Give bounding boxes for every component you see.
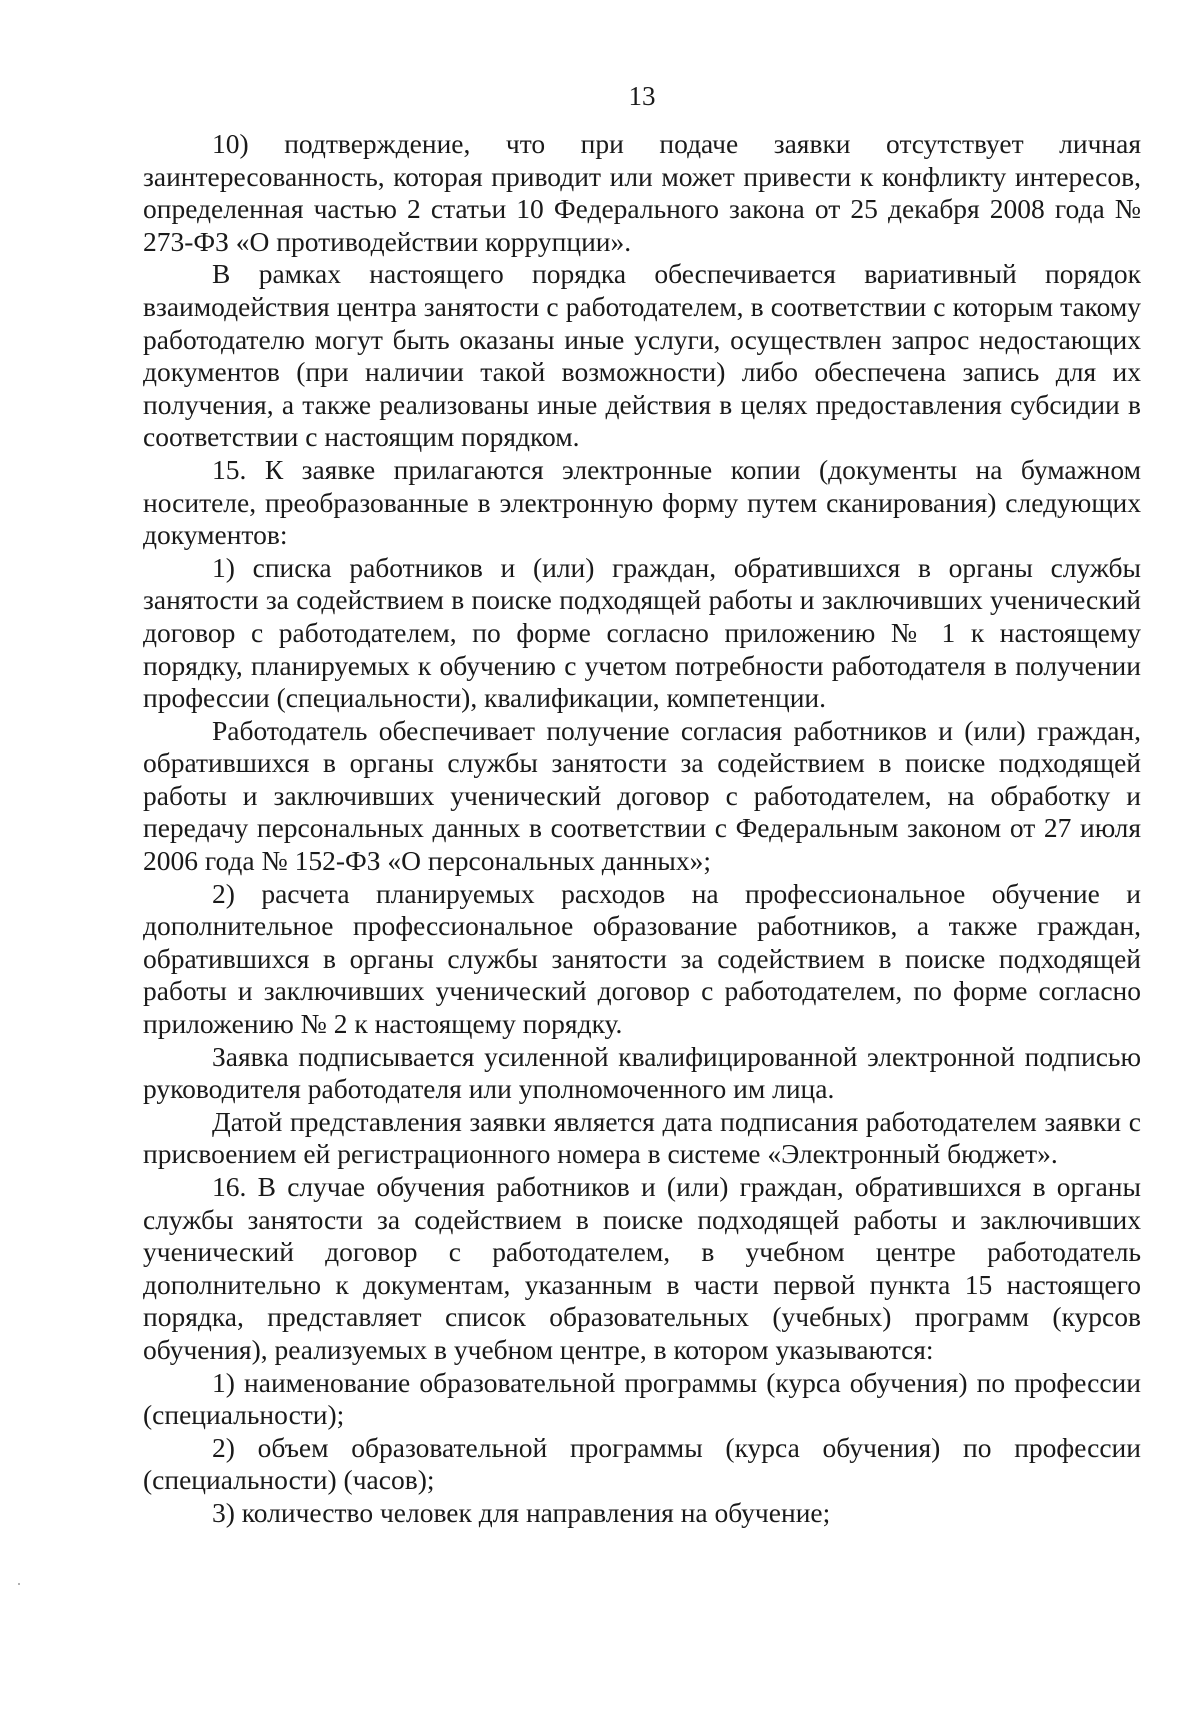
paragraph-expense-calculation: 2) расчета планируемых расходов на профессиональное обучение и дополнительное профессиональное образование работников, а также граждан, обратившихся в органы службы занятости за содействием в поиске подходящей работы и заключивших ученический договор с работодателем, по форме согласно приложению № 2 к настоящему порядку. <box>143 877 1141 1040</box>
paragraph-signature: Заявка подписывается усиленной квалифицированной электронной подписью руководителя работодателя или уполномоченного им лица. <box>143 1040 1141 1105</box>
page-number: 13 <box>628 81 656 111</box>
paragraph-list-of-employees: 1) списка работников и (или) граждан, обратившихся в органы службы занятости за содействием в поиске подходящей работы и заключивших ученический договор с работодателем, по форме согласно приложению № 1 к настоящему порядку, планируемых к обучению с учетом потребности работодателя в получении профессии (специальности), квалификации, компетенции. <box>143 551 1141 714</box>
paragraph-section-15: 15. К заявке прилагаются электронные копии (документы на бумажном носителе, преобразованные в электронную форму путем сканирования) следующих документов: <box>143 453 1141 551</box>
paragraph-program-name: 1) наименование образовательной программы (курса обучения) по профессии (специальности); <box>143 1366 1141 1431</box>
paragraph-number-of-people: 3) количество человек для направления на обучение; <box>212 1496 831 1528</box>
paragraph-item-10-conflict-of-interest: 10) подтверждение, что при подаче заявки отсутствует личная заинтересованность, которая приводит или может привести к конфликту интересов, определенная частью 2 статьи 10 Федерального закона от 25 декабря 2008 года № 273-ФЗ «О противодействии коррупции». <box>143 128 1141 257</box>
paragraph-section-16: 16. В случае обучения работников и (или) граждан, обратившихся в органы службы занятости за содействием в поиске подходящей работы и заключивших ученический договор с работодателем, в учебном центре работодатель дополнительно к документам, указанным в части первой пункта 15 настоящего порядка, представляет список образовательных (учебных) программ (курсов обучения), реализуемых в учебном центре, в котором указываются: <box>143 1171 1141 1365</box>
scan-artifact <box>18 1583 20 1585</box>
paragraph-program-volume: 2) объем образовательной программы (курса обучения) по профессии (специальности) (часов); <box>143 1431 1141 1496</box>
document-body <box>143 128 1141 1530</box>
paragraph-personal-data-consent: Работодатель обеспечивает получение согласия работников и (или) граждан, обратившихся в органы службы занятости за содействием в поиске подходящей работы и заключивших ученический договор с работодателем, на обработку и передачу персональных данных в соответствии с Федеральным законом от 27 июля 2006 года № 152-ФЗ «О персональных данных»; <box>143 714 1141 877</box>
paragraph-variable-procedure: В рамках настоящего порядка обеспечивается вариативный порядок взаимодействия центра занятости с работодателем, в соответствии с которым такому работодателю могут быть оказаны иные услуги, осуществлен запрос недостающих документов (при наличии такой возможности) либо обеспечена запись для их получения, а также реализованы иные действия в целях предоставления субсидии в соответствии с настоящим порядком. <box>143 258 1141 453</box>
paragraph-submission-date: Датой представления заявки является дата подписания работодателем заявки с присвоением ей регистрационного номера в системе «Электронный бюджет». <box>143 1105 1141 1170</box>
